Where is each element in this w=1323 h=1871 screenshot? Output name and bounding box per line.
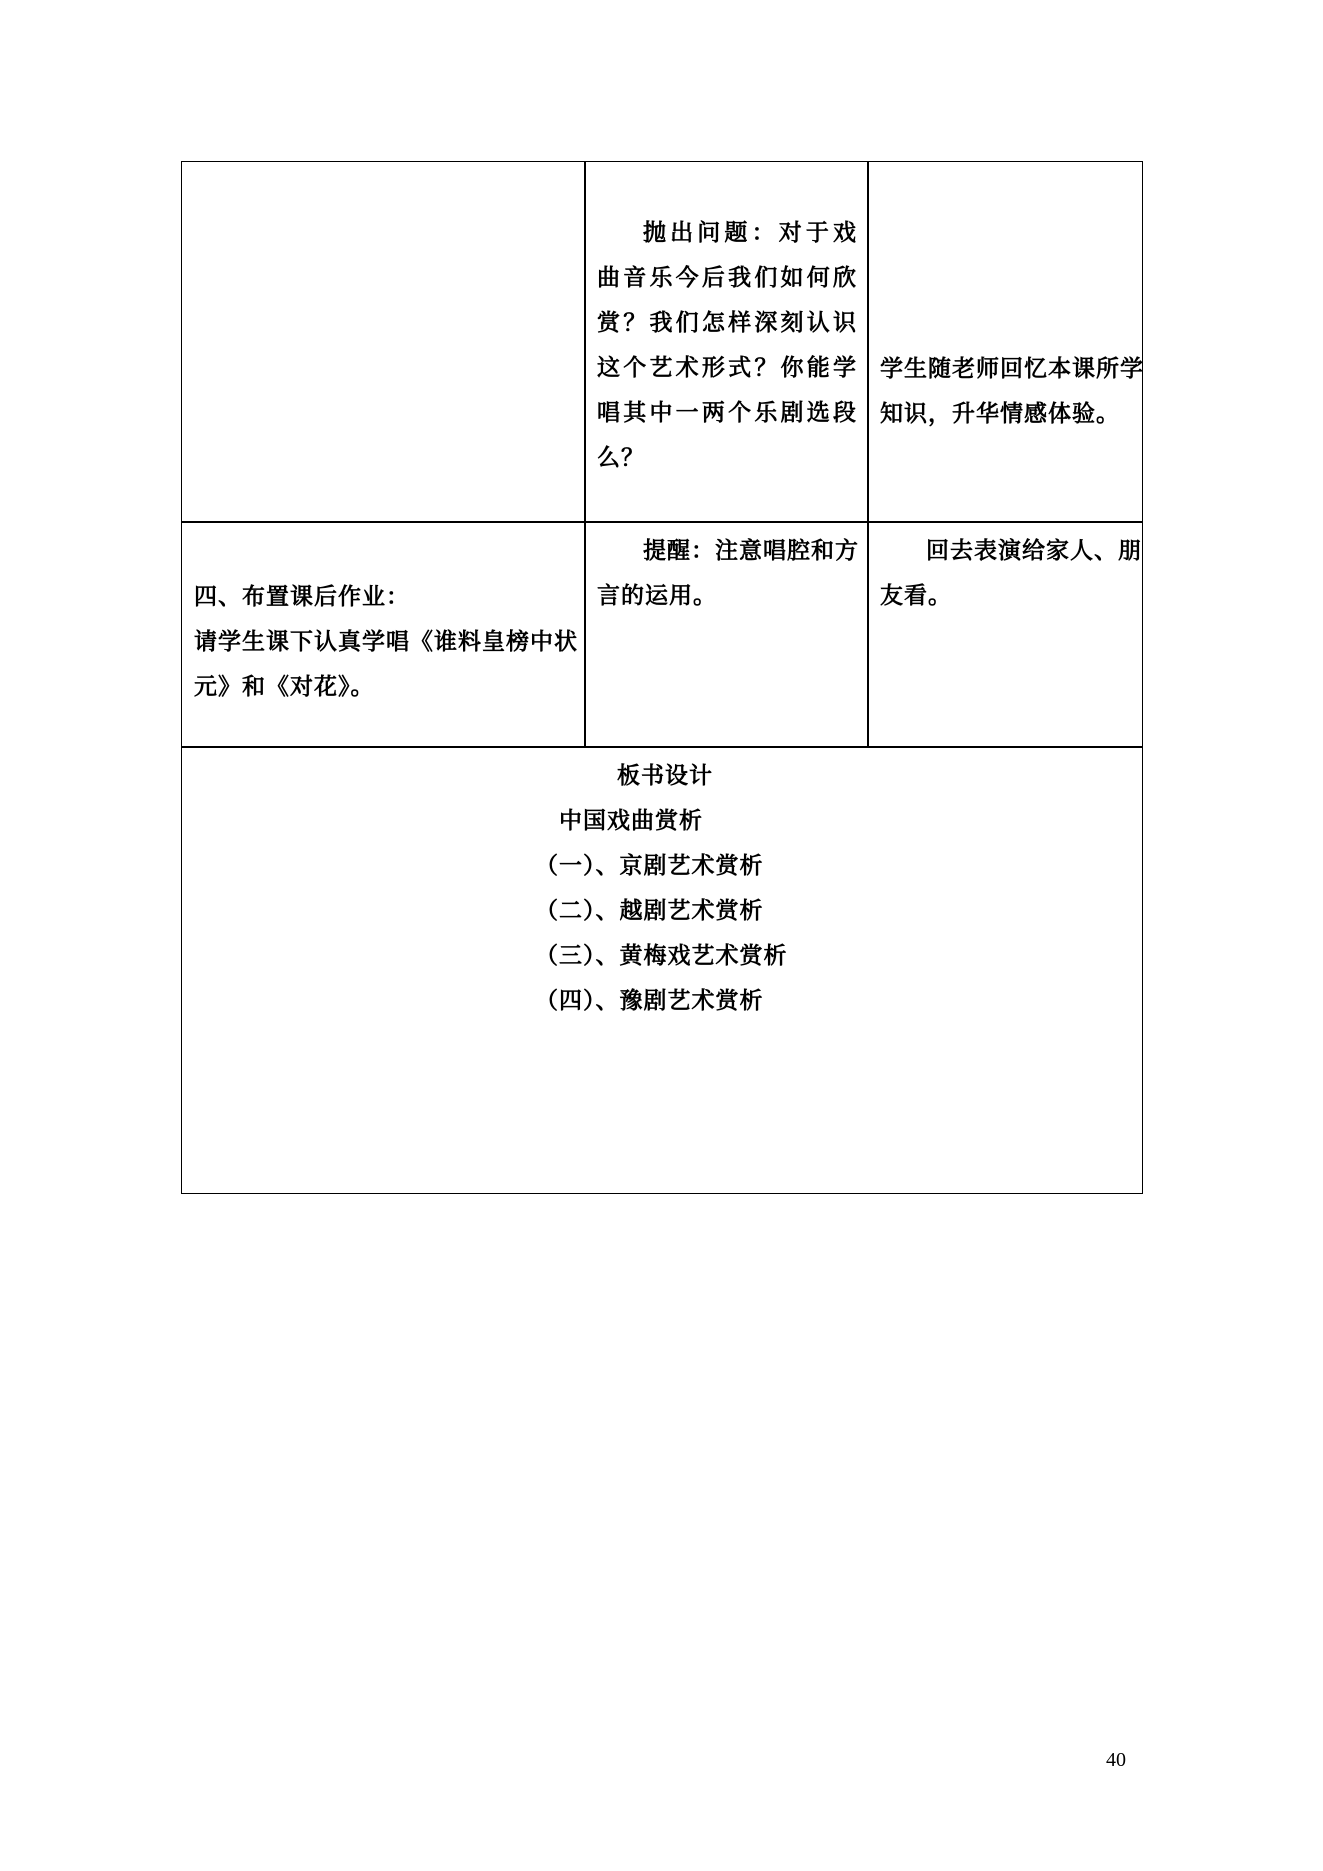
column-divider-1 [584, 162, 586, 746]
lesson-plan-table [181, 161, 1143, 1194]
row2-student-activity: 回去表演给家人、朋友看。 [880, 538, 1142, 609]
row1-teacher-activity: 抛出问题：对于戏曲音乐今后我们如何欣赏？我们怎样深刻认识这个艺术形式？你能学唱其中一两个乐剧选段么？ [597, 220, 857, 471]
board-item: （四）、豫剧艺术赏析 [535, 988, 764, 1014]
homework-heading: 四、布置课后作业： [194, 584, 410, 610]
row-divider-2 [182, 746, 1142, 748]
board-item: （二）、越剧艺术赏析 [535, 898, 764, 924]
board-design-label: 板书设计 [617, 763, 713, 789]
board-item: （一）、京剧艺术赏析 [535, 853, 764, 879]
row-divider-1 [182, 521, 1142, 523]
row2-teacher-activity: 提醒：注意唱腔和方言的运用。 [597, 538, 859, 609]
column-divider-2 [867, 162, 869, 746]
homework-body: 请学生课下认真学唱《谁料皇榜中状元》和《对花》。 [194, 629, 578, 700]
page-number: 40 [1106, 1749, 1126, 1771]
board-title: 中国戏曲赏析 [559, 808, 703, 834]
board-item: （三）、黄梅戏艺术赏析 [535, 943, 788, 969]
row1-student-activity: 学生随老师回忆本课所学知识，升华情感体验。 [880, 356, 1144, 427]
